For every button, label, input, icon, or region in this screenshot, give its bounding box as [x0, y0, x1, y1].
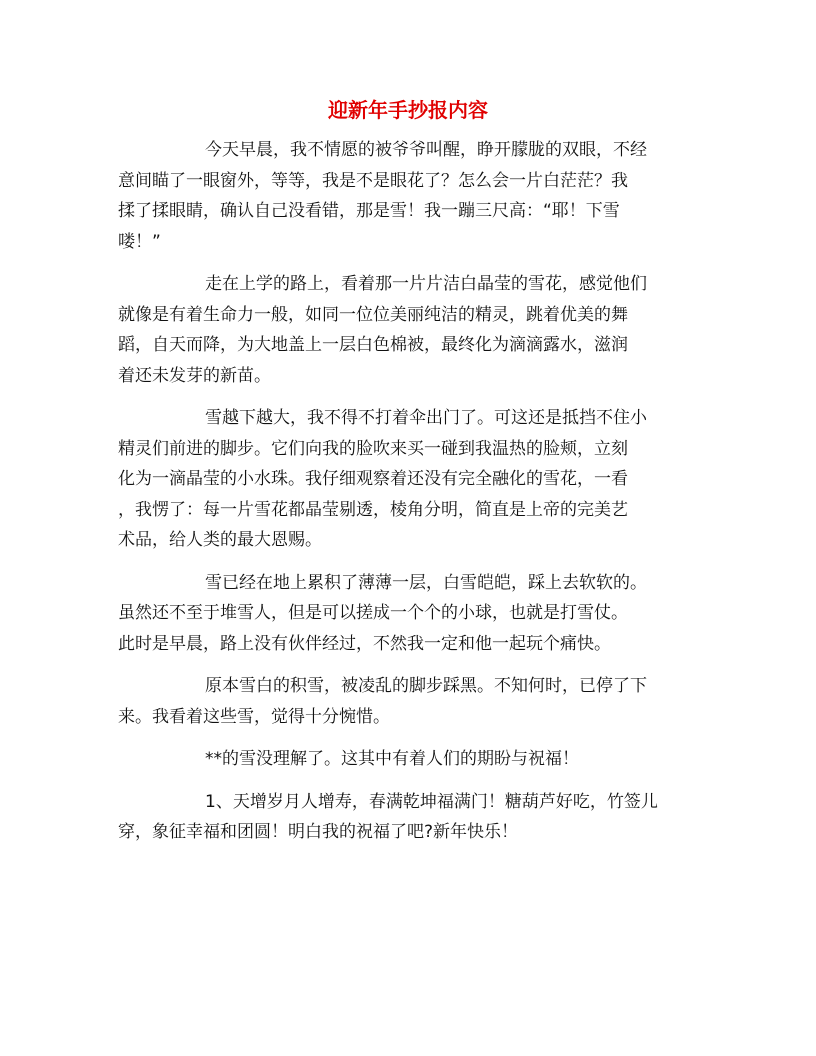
- text-line: 虽然还不至于堆雪人，但是可以搓成一个个的小球，也就是打雪仗。: [118, 603, 628, 623]
- text-line: 走在上学的路上，看着那一片片洁白晶莹的雪花，感觉他们: [205, 274, 647, 294]
- text-line: 精灵们前进的脚步。它们向我的脸吹来买一碰到我温热的脸颊，立刻: [118, 438, 628, 459]
- text-line: 术品，给人类的最大恩赐。: [118, 530, 322, 550]
- text-line: 着还未发芽的新苗。: [118, 365, 271, 386]
- text-line: 此时是早晨，路上没有伙伴经过，不然我一定和他一起玩个痛快。: [118, 633, 611, 654]
- text-line: 蹈，自天而降，为大地盖上一层白色棉被，最终化为滴滴露水，滋润: [118, 335, 628, 355]
- paragraph: [118, 787, 698, 848]
- text-line: 就像是有着生命力一般，如同一位位美丽纯洁的精灵，跳着优美的舞: [118, 304, 628, 325]
- text-line: 1、天增岁月人增寿，春满乾坤福满门！糖葫芦好吃，竹签儿: [205, 791, 658, 812]
- paragraph: [118, 671, 698, 732]
- paragraph: [118, 744, 698, 775]
- paragraph: [118, 269, 698, 391]
- document-body: [118, 135, 698, 848]
- text-line: 穿，象征幸福和团圆！明白我的祝福了吧?新年快乐！: [118, 822, 519, 842]
- text-line: 化为一滴晶莹的小水珠。我仔细观察着还没有完全融化的雪花，一看: [118, 469, 628, 489]
- text-line: **的雪没理解了。这其中有着人们的期盼与祝福！: [205, 749, 579, 769]
- text-line: 今天早晨，我不情愿的被爷爷叫醒，睁开朦胧的双眼，不经: [205, 140, 647, 160]
- text-line: 雪越下越大，我不得不打着伞出门了。可这还是抵挡不住小: [205, 408, 647, 428]
- text-line: 喽！”: [118, 231, 161, 252]
- text-line: 揉了揉眼睛，确认自己没看错，那是雪！我一蹦三尺高：“耶！下雪: [118, 201, 620, 221]
- text-line: 雪已经在地上累积了薄薄一层，白雪皑皑，踩上去软软的。: [205, 572, 647, 593]
- paragraph: [118, 568, 698, 660]
- text-line: 来。我看着这些雪，觉得十分惋惜。: [118, 706, 390, 727]
- paragraph: [118, 403, 698, 556]
- page-title: 迎新年手抄报内容: [328, 98, 488, 122]
- paragraph: [118, 135, 698, 257]
- text-line: ，我愣了：每一片雪花都晶莹剔透，棱角分明，简直是上帝的完美艺: [118, 499, 628, 520]
- text-line: 原本雪白的积雪，被凌乱的脚步踩黑。不知何时，已停了下: [205, 676, 647, 696]
- text-line: 意间瞄了一眼窗外，等等，我是不是眼花了？怎么会一片白茫茫？我: [118, 170, 628, 191]
